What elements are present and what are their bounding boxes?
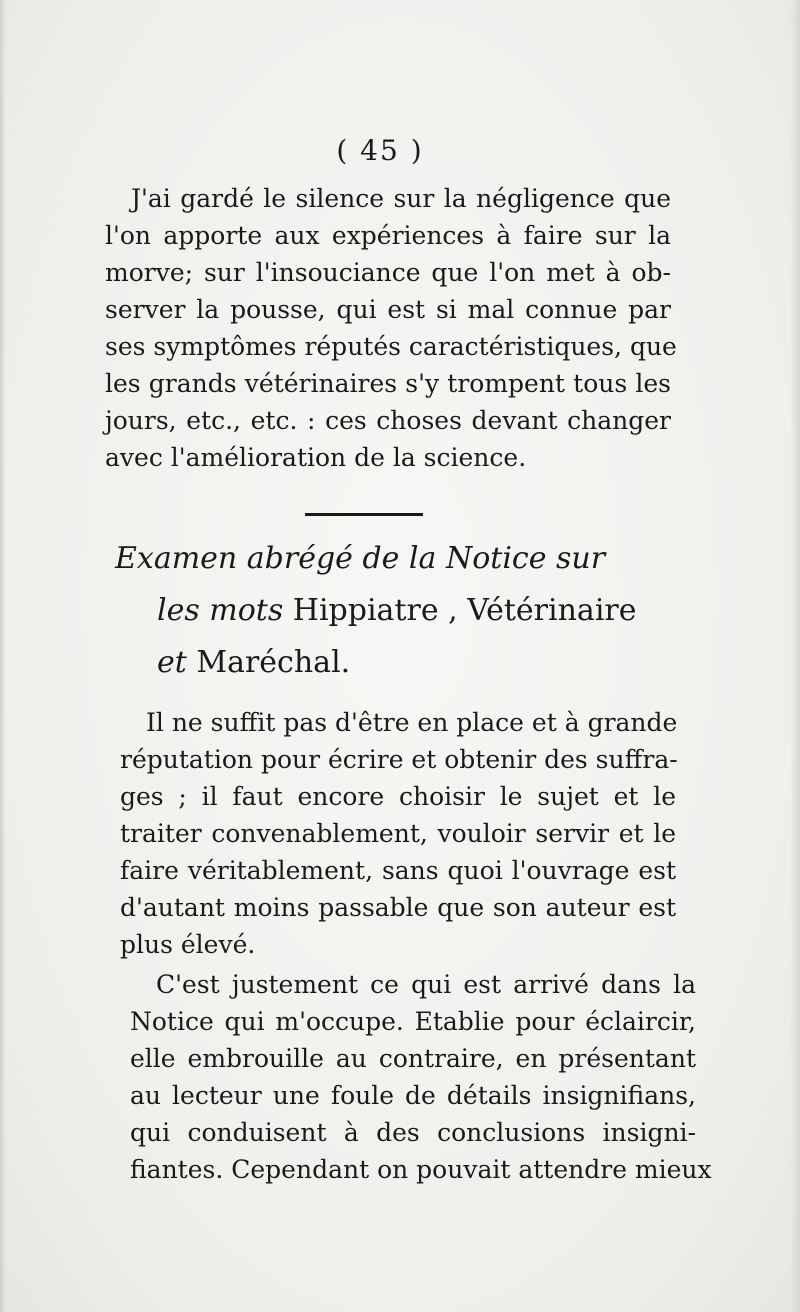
- text-line: qui conduisent à des conclusions insigni-: [130, 1118, 696, 1147]
- text-line: plus élevé.: [120, 930, 256, 959]
- text-line: J'ai gardé le silence sur la négligence que: [131, 184, 671, 213]
- text-line: fiantes. Cependant on pouvait attendre mieux: [130, 1155, 712, 1184]
- text-line: C'est justement ce qui est arrivé dans la: [156, 970, 696, 999]
- text-line: server la pousse, qui est si mal connue par: [105, 295, 671, 324]
- paragraph-3: [130, 966, 712, 1188]
- text-line: réputation pour écrire et obtenir des suffra-: [120, 745, 678, 774]
- heading-line-1: Examen abrégé de la Notice sur: [115, 541, 606, 576]
- text-line: traiter convenablement, vouloir servir et le: [120, 819, 676, 848]
- text-line: les grands vétérinaires s'y trompent tous les: [105, 369, 671, 398]
- section-divider: [305, 513, 423, 516]
- page-number: ( 45 ): [336, 134, 424, 167]
- section-heading: [115, 533, 675, 689]
- heading-line-3-roman: Maréchal.: [196, 645, 351, 680]
- text-line: morve; sur l'insouciance que l'on met à ob-: [105, 258, 671, 287]
- heading-line-3-italic: et: [157, 645, 187, 680]
- text-line: faire véritablement, sans quoi l'ouvrage est: [120, 856, 676, 885]
- text-line: elle embrouille au contraire, en présentant: [130, 1044, 696, 1073]
- page-edge-left: [0, 0, 6, 1312]
- paragraph-2: [120, 704, 676, 963]
- heading-line-2-roman: Hippiatre , Vétérinaire: [292, 593, 637, 628]
- text-line: d'autant moins passable que son auteur est: [120, 893, 676, 922]
- heading-line-2-italic: les mots: [157, 593, 284, 628]
- text-line: jours, etc., etc. : ces choses devant changer: [105, 406, 671, 435]
- page-edge-right: [790, 0, 800, 1312]
- text-line: au lecteur une foule de détails insignifians,: [130, 1081, 696, 1110]
- text-line: l'on apporte aux expériences à faire sur la: [105, 221, 671, 250]
- text-line: Notice qui m'occupe. Etablie pour éclaircir,: [130, 1007, 696, 1036]
- text-line: Il ne suffit pas d'être en place et à grande: [146, 708, 678, 737]
- text-line: ses symptômes réputés caractéristiques, que: [105, 332, 677, 361]
- text-line: ges ; il faut encore choisir le sujet et le: [120, 782, 676, 811]
- text-line: avec l'amélioration de la science.: [105, 443, 527, 472]
- paragraph-1: [105, 180, 677, 476]
